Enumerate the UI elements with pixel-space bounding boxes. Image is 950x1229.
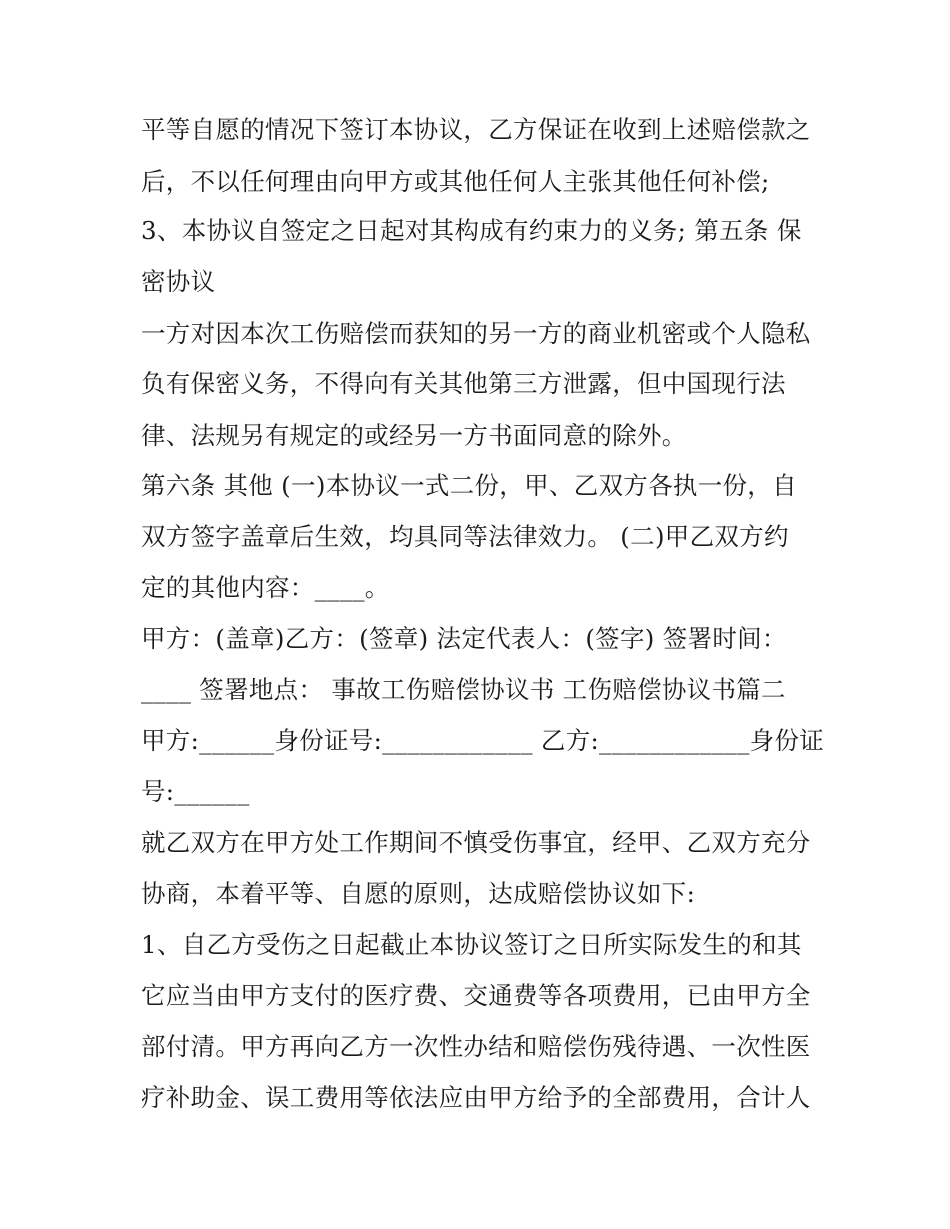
- text-line: ____ 签署地点： 事故工伤赔偿协议书 工伤赔偿协议书篇二: [141, 675, 786, 704]
- text-line: 第六条 其他 (一)本协议一式二份，甲、乙双方各执一份，自: [141, 471, 797, 500]
- text-line: 甲方：(盖章)乙方：(签章) 法定代表人：(签字) 签署时间：: [141, 624, 787, 653]
- text-line: 3、本协议自签定之日起对其构成有约束力的义务; 第五条 保: [141, 216, 802, 245]
- text-line: 负有保密义务，不得向有关其他第三方泄露，但中国现行法: [141, 369, 786, 398]
- text-line: 后，不以任何理由向甲方或其他任何人主张其他任何补偿;: [141, 167, 770, 196]
- text-line: 双方签字盖章后生效，均具同等法律效力。 (二)甲乙双方约: [141, 522, 789, 551]
- text-line: 平等自愿的情况下签订本协议，乙方保证在收到上述赔偿款之: [141, 115, 811, 144]
- text-line: 号:______: [141, 777, 250, 806]
- text-line: 律、法规另有规定的或经另一方书面同意的除外。: [141, 421, 687, 450]
- text-line: 它应当由甲方支付的医疗费、交通费等各项费用，已由甲方全: [141, 981, 811, 1010]
- text-line: 疗补助金、误工费用等依法应由甲方给予的全部费用，合计人: [141, 1083, 811, 1112]
- text-line: 就乙双方在甲方处工作期间不慎受伤事宜，经甲、乙双方充分: [141, 828, 811, 857]
- text-line: 1、自乙方受伤之日起截止本协议签订之日所实际发生的和其: [141, 930, 802, 959]
- text-line: 密协议: [141, 267, 216, 296]
- text-line: 甲方:______身份证号:____________ 乙方:____________身份证: [141, 726, 825, 755]
- text-line: 一方对因本次工伤赔偿而获知的另一方的商业机密或个人隐私: [141, 319, 811, 348]
- text-line: 协商，本着平等、自愿的原则，达成赔偿协议如下:: [141, 879, 696, 908]
- text-line: 定的其他内容：____。: [141, 573, 390, 602]
- text-line: 部付清。甲方再向乙方一次性办结和赔偿伤残待遇、一次性医: [141, 1032, 811, 1061]
